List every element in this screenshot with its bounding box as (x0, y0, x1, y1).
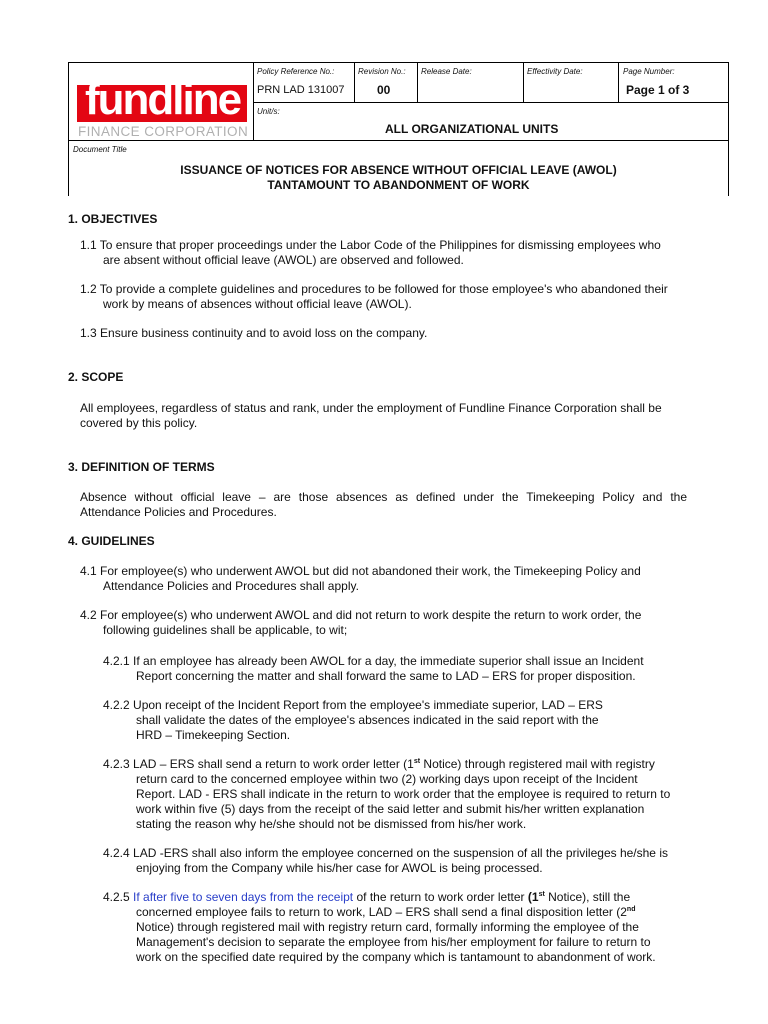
highlighted-text: If after five to seven days from the receipt (133, 890, 354, 904)
guideline-4-2-2-line2: shall validate the dates of the employee's absences indicated in the said report with the (136, 713, 599, 727)
heading-scope: 2. SCOPE (68, 370, 124, 384)
units-value: ALL ORGANIZATIONAL UNITS (385, 122, 559, 136)
guideline-4-2-5-line1 (103, 890, 630, 905)
divider-col5 (618, 62, 619, 102)
objective-1-line2: are absent without official leave (AWOL) are observed and followed. (103, 253, 464, 267)
guideline-4-2-3-line2: return card to the concerned employee within two (2) working days upon receipt of the Incident (136, 772, 638, 786)
document-title-line2: TANTAMOUNT TO ABANDONMENT OF WORK (267, 178, 530, 192)
superscript-st: st (538, 891, 545, 898)
policy-ref-label: Policy Reference No.: (257, 67, 335, 76)
border-top (68, 62, 729, 63)
heading-objectives: 1. OBJECTIVES (68, 212, 158, 226)
scope-line2: covered by this policy. (80, 416, 198, 430)
document-title-label: Document Title (73, 145, 127, 154)
logo-subtext: FINANCE CORPORATION (78, 124, 249, 139)
scope-line1: All employees, regardless of status and rank, under the employment of Fundline Finance Corporation shall be (80, 401, 662, 415)
guideline-4-2-5-line1-b: of the return to work order letter (353, 890, 528, 904)
company-logo (77, 75, 253, 140)
guideline-4-2-4-line2: enjoying from the Company while his/her case for AWOL is being processed. (136, 861, 543, 875)
guideline-4-2-3-line3: Report. LAD - ERS shall indicate in the return to work order that the employee is required to return to (136, 787, 671, 801)
guideline-4-2-5-line2-a: concerned employee fails to return to work, LAD – ERS shall send a final disposition letter (2 (136, 905, 627, 919)
guideline-4-2-3-line4: work within five (5) days from the receipt of the said letter and submit his/her written explanation (136, 802, 645, 816)
revision-value: 00 (377, 83, 391, 97)
divider-logo (253, 62, 254, 140)
policy-ref-value: PRN LAD 131007 (257, 84, 345, 96)
guideline-4-2-3-line1-b: Notice) through registered mail with registry (420, 757, 655, 771)
logo-word: fundline (85, 75, 241, 124)
guideline-4-2-4-line1: 4.2.4 LAD -ERS shall also inform the employee concerned on the suspension of all the privileges he/she is (103, 846, 668, 860)
page-number-value: Page 1 of 3 (626, 83, 690, 97)
guideline-4-2-3-line5: stating the reason why he/she should not be dismissed from his/her work. (136, 817, 527, 831)
guideline-4-2-5-number: 4.2.5 (103, 890, 134, 904)
heading-definition-of-terms: 3. DEFINITION OF TERMS (68, 460, 215, 474)
divider-col3 (417, 62, 418, 102)
guideline-4-2-line2: following guidelines shall be applicable, to wit; (103, 623, 348, 637)
page-number-label: Page Number: (623, 67, 675, 76)
release-date-label: Release Date: (421, 67, 472, 76)
guideline-4-2-line1: 4.2 For employee(s) who underwent AWOL and did not return to work despite the return to work order, the (80, 608, 642, 622)
terms-line2: Attendance Policies and Procedures. (80, 505, 277, 519)
guideline-4-2-5-line1-d: Notice), still the (544, 890, 631, 904)
guideline-4-1-line2: Attendance Policies and Procedures shall apply. (103, 579, 359, 593)
objective-1-line1: 1.1 To ensure that proper proceedings under the Labor Code of the Philippines for dismissing employees who (80, 238, 661, 252)
guideline-4-2-2-line3: HRD – Timekeeping Section. (136, 728, 291, 742)
guideline-4-2-3-line1 (103, 757, 655, 772)
objective-3-line1: 1.3 Ensure business continuity and to avoid loss on the company. (80, 326, 428, 340)
guideline-4-2-5-line1-c: (1 (527, 890, 539, 904)
superscript-nd: nd (626, 906, 636, 913)
units-label: Unit/s: (257, 107, 280, 116)
guideline-4-2-5-line4: Management's decision to separate the employee from his/her employment for failure to return to (136, 935, 651, 949)
divider-col2 (354, 62, 355, 102)
guideline-4-2-3-line1-a: 4.2.3 LAD – ERS shall send a return to work order letter (1 (103, 757, 414, 771)
guideline-4-2-1-line2: Report concerning the matter and shall forward the same to LAD – ERS for proper disposition. (136, 669, 636, 683)
objective-2-line1: 1.2 To provide a complete guidelines and procedures to be followed for those employee's who abandoned their (80, 282, 668, 296)
divider-col4 (523, 62, 524, 102)
document-title-line1: ISSUANCE OF NOTICES FOR ABSENCE WITHOUT OFFICIAL LEAVE (AWOL) (180, 163, 617, 177)
heading-guidelines: 4. GUIDELINES (68, 534, 155, 548)
objective-2-line2: work by means of absences without official leave (AWOL). (103, 297, 412, 311)
divider-row2 (68, 140, 729, 141)
guideline-4-2-5-line2 (136, 905, 635, 920)
guideline-4-2-2-line1: 4.2.2 Upon receipt of the Incident Report from the employee's immediate superior, LAD – ERS (103, 698, 603, 712)
guideline-4-2-5-line3: Notice) through registered mail with registry return card, formally informing the employee of the (136, 920, 639, 934)
document-header (68, 62, 729, 196)
guideline-4-2-5-line5: work on the specified date required by the company which is tantamount to abandonment of work. (136, 950, 656, 964)
guideline-4-2-1-line1: 4.2.1 If an employee has already been AWOL for a day, the immediate superior shall issue an Incident (103, 654, 644, 668)
superscript-st: st (413, 758, 421, 765)
effectivity-date-label: Effectivity Date: (527, 67, 583, 76)
revision-label: Revision No.: (358, 67, 406, 76)
guideline-4-1-line1: 4.1 For employee(s) who underwent AWOL but did not abandoned their work, the Timekeeping Policy and (80, 564, 641, 578)
divider-row1 (253, 102, 729, 103)
terms-line1: Absence without official leave – are those absences as defined under the Timekeeping Policy and the (80, 490, 687, 504)
